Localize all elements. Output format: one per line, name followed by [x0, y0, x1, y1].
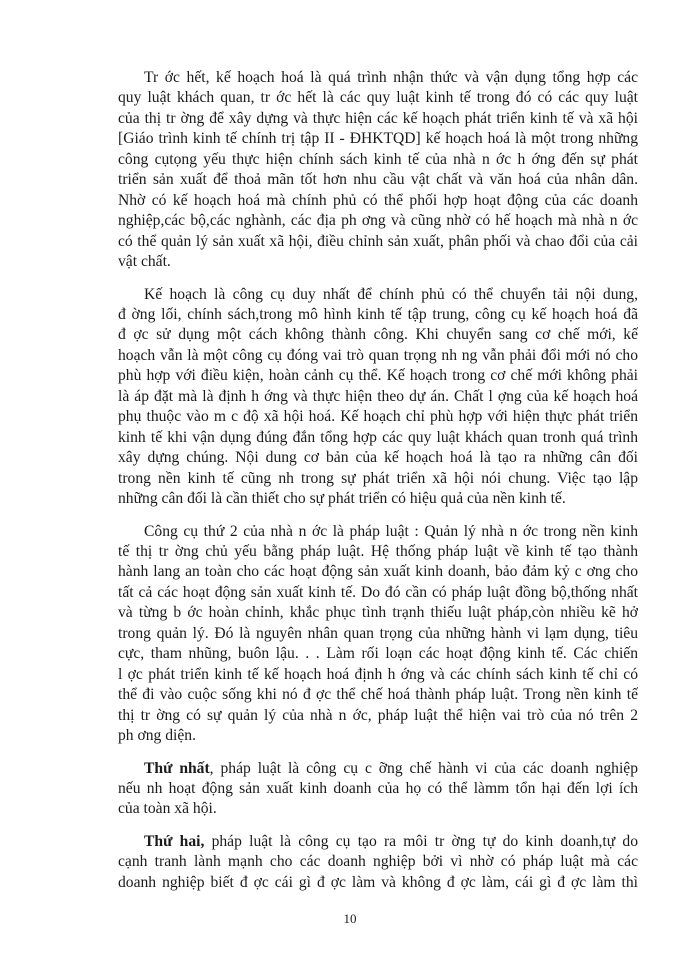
text-line: nếu nh hoạt động sản xuất kinh doanh của họ có thể làmm tổn hại đến lợi ích: [118, 779, 638, 797]
text-line: vật chất.: [118, 253, 171, 271]
text-line: của toàn xã hội.: [118, 800, 217, 818]
text-fragment: pháp luật là công cụ tạo ra môi tr ờng tự do kinh doanh,tự do: [204, 832, 638, 850]
text-line: nghiệp,các bộ,các nghành, các địa ph ơng và cũng nhờ có hế hoạch mà nhà n ớc: [118, 212, 638, 230]
text-line: ph ơng diện.: [118, 727, 196, 745]
text-line: tế thị tr ờng chủ yếu bằng pháp luật. Hệ thống pháp luật về kinh tế tạo thành: [118, 542, 638, 560]
text-line: trong nền kinh tế cũng nh trong sự phát triển xã hội nói chung. Việc tạo lập: [118, 469, 638, 487]
text-line: doanh nghiệp biết đ ợc cái gì đ ợc làm và không đ ợc làm, cái gì đ ợc làm thì: [118, 873, 638, 891]
text-line: phụ thuộc vào m c độ xã hội hoá. Kế hoạch chỉ phù hợp với hiện thực phát triển: [118, 408, 638, 426]
text-line: hoạch vẫn là một công cụ đóng vai trò quan trọng nh ng vẫn phải đổi mới nó cho: [118, 346, 638, 364]
text-line: quy luật khách quan, tr ớc hết là các quy luật kinh tế trong đó có các quy luật: [118, 89, 638, 107]
text-line: Công cụ thứ 2 của nhà n ớc là pháp luật : Quản lý nhà n ớc trong nền kinh: [144, 522, 638, 540]
text-line: Tr ớc hết, kế hoạch hoá là quá trình nhận thức và vận dụng tổng hợp các: [144, 69, 638, 86]
text-line: là áp đặt mà là định h ớng và thực hiện theo dự án. Chất l ợng của kế hoạch hoá: [118, 387, 638, 405]
text-line: kinh tế khi vận dụng đúng đắn tổng hợp các quy luật khách quan tronh quá trình: [118, 428, 638, 446]
text-line: đ ợc sử dụng một cách không thành công. Khi chuyển sang cơ chế mới, kế: [118, 326, 638, 344]
page-number: 10: [343, 911, 357, 926]
second-aspect-heading: Thứ hai,: [144, 832, 205, 850]
paragraph-second-aspect: [118, 832, 638, 893]
text-line: có thể quản lý sản xuất xã hội, điều chỉnh sản xuất, phân phối và chao đổi của cải: [118, 232, 638, 250]
text-line: đ ờng lối, chính sách,trong mô hình kinh tế tập trung, công cụ kế hoạch hoá đã: [118, 305, 638, 323]
text-line: [118, 832, 638, 852]
text-line: và từng b ớc hoàn chỉnh, khắc phục tình trạnh thiếu luật pháp,còn nhiều kẽ hở: [118, 604, 638, 622]
text-line: cạnh tranh lành mạnh cho các doanh nghiệp bởi vì nhờ có pháp luật mà các: [118, 853, 638, 871]
text-line: thị tr ờng có sự quản lý của nhà n ớc, pháp luật thể hiện vai trò của nó trên 2: [118, 706, 638, 724]
paragraph-law-tool: [118, 522, 638, 747]
paragraph-first-aspect: [118, 759, 638, 820]
body-text: [118, 68, 638, 905]
text-line: tất cả các hoạt động sản xuất kinh tế. Do đó cần có pháp luật đồng bộ,thống nhất: [118, 583, 638, 601]
text-line: triển sản xuất để thoả mãn tốt hơn nhu cầu vật chất và văn hoá của nhân dân.: [118, 171, 638, 189]
text-line: l ợc phát triển kinh tế kế hoạch hoá định h ớng và các chính sách kinh tế chỉ có: [118, 665, 638, 683]
text-line: Kế hoạch là công cụ duy nhất để chính phủ có thể chuyển tải nội dung,: [144, 285, 638, 303]
text-line: Nhờ có kế hoạch hoá mà chính phủ có thể phối hợp hoạt động của các doanh: [118, 191, 638, 209]
text-line: [Giáo trình kinh tế chính trị tập II - ĐHKTQD] kế hoạch hoá là một trong những: [118, 130, 638, 148]
text-line: phù hợp với điều kiện, hoàn cảnh cụ thể. Kế hoạch trong cơ chế mới không phải: [118, 367, 638, 385]
text-line: [118, 759, 638, 779]
text-line: hành lang an toàn cho các hoạt động sản xuất kinh doanh, bảo đảm kỷ c ơng cho: [118, 563, 638, 581]
first-aspect-heading: Thứ nhất: [144, 759, 210, 777]
text-line: thể đi vào cuộc sống khi nó đ ợc thể chế hoá thành pháp luật. Trong nền kinh tế: [118, 686, 638, 704]
text-line: cực, tham nhũng, buôn lậu. . . Làm rối loạn các hoạt động kinh tế. Các chiến: [118, 645, 638, 663]
text-line: những cân đối là cần thiết cho sự phát triển có hiệu quả của nền kinh tế.: [118, 490, 566, 508]
text-line: trong quản lý. Đó là nguyên nhân quan trọng của những hành vi lạm dụng, tiêu: [118, 624, 638, 642]
paragraph-planning-tool: [118, 285, 638, 510]
paragraph-planning-definition: [118, 68, 638, 273]
text-line: công cụtọng yếu thực hiện chính sách kinh tế của nhà n ớc h ớng đến sự phát: [118, 150, 638, 168]
text-fragment: , pháp luật là công cụ c ỡng chế hành vi của các doanh nghiệp: [209, 759, 638, 777]
text-line: xây dựng chúng. Nội dung cơ bản của kế hoạch hoá là tạo ra những cân đối: [118, 449, 638, 467]
text-line: của thị tr ờng để xây dựng và thực hiện các kế hoạch phát triển kinh tế và xã hội: [118, 109, 638, 127]
